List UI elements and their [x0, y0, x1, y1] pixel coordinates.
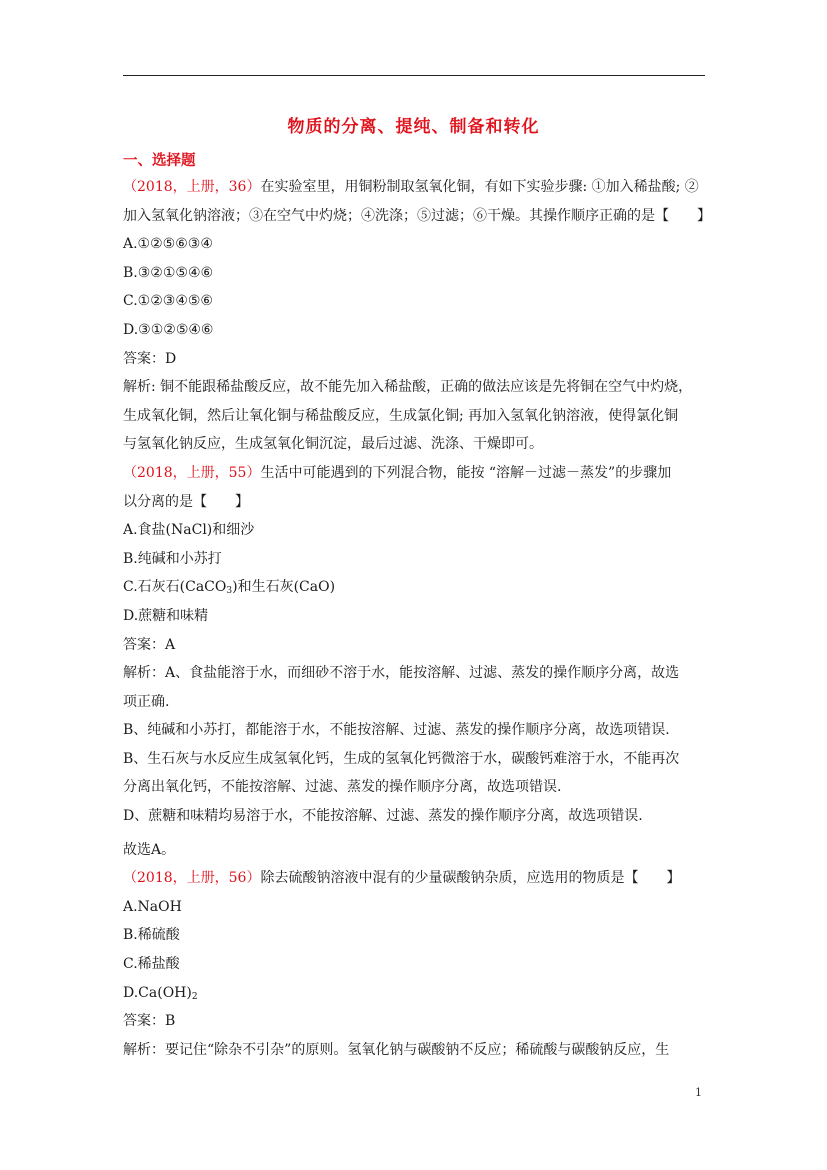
q1-option-a: A.①②⑤⑥③④ — [123, 236, 213, 253]
q1-answer: 答案：D — [123, 350, 177, 367]
q1-source: （2018，上册，36） — [123, 179, 261, 195]
q3-option-b: B.稀硫酸 — [123, 927, 180, 944]
page-number: 1 — [695, 1086, 702, 1099]
q2-analysis-line: 分离出氧化钙，不能按溶解、过滤、蒸发的操作顺序分离，故选项错误. — [123, 779, 562, 796]
q3-option-c: C.稀盐酸 — [123, 956, 180, 973]
q1-option-c: C.①②③④⑤⑥ — [123, 293, 213, 310]
q2-option-c-suffix: )和生石灰(CaO) — [232, 579, 336, 596]
q1-stem-line-2: 加入氢氧化钠溶液；③在空气中灼烧；④洗涤；⑤过滤；⑥干燥。其操作顺序正确的是【 】 — [123, 207, 711, 224]
q3-option-d-subscript: 2 — [191, 991, 198, 1002]
q3-option-a: A.NaOH — [123, 898, 182, 915]
q2-option-b: B.纯碱和小苏打 — [123, 550, 222, 567]
q2-analysis-line: 解析：A、食盐能溶于水，而细砂不溶于水，能按溶解、过滤、蒸发的操作顺序分离，故选 — [123, 665, 680, 682]
q2-option-c — [123, 573, 708, 602]
q3-analysis-line: 解析：要记住“除杂不引杂”的原则。氢氧化钠与碳酸钠不反应；稀硫酸与碳酸钠反应，生 — [123, 1041, 670, 1058]
q2-analysis-line: D、蔗糖和味精均易溶于水，不能按溶解、过滤、蒸发的操作顺序分离，故选项错误. — [123, 808, 643, 825]
q2-analysis-line: B、生石灰与水反应生成氢氧化钙，生成的氢氧化钙微溶于水，碳酸钙难溶于水，不能再次 — [123, 750, 680, 767]
section-heading: 一、选择题 — [123, 152, 196, 169]
q2-option-a: A.食盐(NaCl)和细沙 — [123, 522, 255, 539]
q2-answer: 答案：A — [123, 636, 176, 653]
q1-analysis-line: 与氢氧化钠反应，生成氢氧化铜沉淀，最后过滤、洗涤、干燥即可。 — [123, 436, 543, 453]
q2-option-d: D.蔗糖和味精 — [123, 607, 209, 624]
q1-option-b: B.③②①⑤④⑥ — [123, 264, 214, 281]
q1-stem-line-1 — [123, 173, 708, 202]
document-body — [123, 173, 711, 1064]
q3-option-d — [123, 979, 708, 1008]
q3-stem-line-1 — [123, 864, 708, 893]
q2-source: （2018，上册，55） — [123, 464, 261, 481]
q2-conclusion: 故选A。 — [123, 841, 176, 858]
q3-option-d-prefix: D.Ca(OH) — [123, 984, 192, 1001]
q2-stem-line-1 — [123, 459, 708, 488]
page-title: 物质的分离、提纯、制备和转化 — [287, 117, 540, 137]
q1-analysis-line: 生成氧化铜，然后让氧化铜与稀盐酸反应，生成氯化铜; 再加入氢氧化钠溶液，使得氯化铜 — [123, 407, 679, 424]
q1-analysis-line: 解析: 铜不能跟稀盐酸反应，故不能先加入稀盐酸，正确的做法应该是先将铜在空气中灼烧， — [123, 379, 693, 396]
q2-option-c-subscript: 3 — [226, 586, 233, 597]
q1-option-d: D.③①②⑤④⑥ — [123, 321, 214, 338]
header-rule — [123, 75, 705, 76]
q2-option-c-prefix: C.石灰石(CaCO — [123, 579, 227, 596]
q2-analysis-line: B、纯碱和小苏打，都能溶于水，不能按溶解、过滤、蒸发的操作顺序分离，故选项错误. — [123, 722, 670, 739]
q3-source: （2018，上册，56） — [123, 870, 261, 887]
q3-stem-text-1: 除去硫酸钠溶液中混有的少量碳酸钠杂质，应选用的物质是【 】 — [260, 870, 681, 887]
q2-analysis-line: 项正确. — [123, 693, 170, 710]
q2-stem-line-2: 以分离的是【 】 — [123, 493, 249, 510]
q3-answer: 答案：B — [123, 1013, 176, 1030]
q2-stem-text-1: 生活中可能遇到的下列混合物，能按 “溶解－过滤－蒸发”的步骤加 — [260, 464, 672, 481]
q1-stem-text-1: 在实验室里，用铜粉制取氢氧化铜，有如下实验步骤: ①加入稀盐酸; ② — [260, 179, 699, 195]
